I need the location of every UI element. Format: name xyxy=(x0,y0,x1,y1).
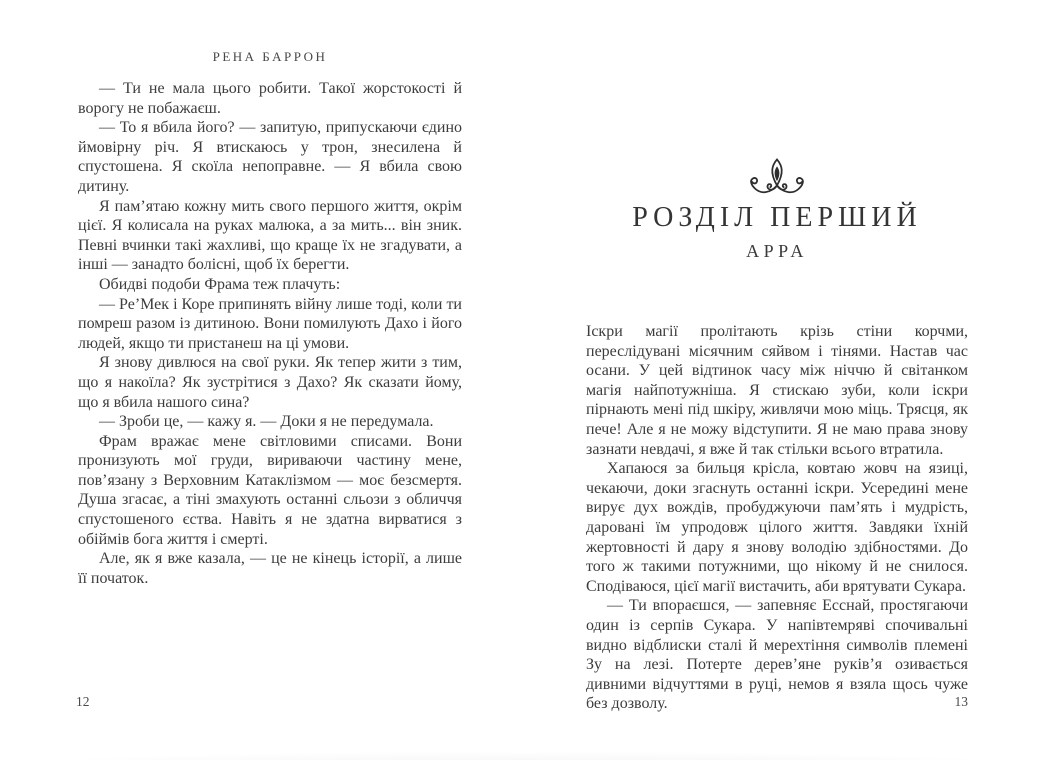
right-page-number: 13 xyxy=(954,694,968,709)
left-page-number: 12 xyxy=(76,694,90,709)
running-header: РЕНА БАРРОН xyxy=(212,49,328,64)
left-page-text xyxy=(78,79,462,588)
paragraph: Але, як я вже казала, — це не кінець історії, а лише її початок. xyxy=(78,550,462,587)
chapter-subtitle: АРРА xyxy=(746,241,808,261)
paragraph: Обидві подоби Фрама теж плачуть: xyxy=(99,275,341,293)
chapter-title: РОЗДІЛ ПЕРШИЙ xyxy=(632,202,922,233)
paragraph: — Зроби це, — кажу я. — Доки я не передумала. xyxy=(99,413,434,431)
page-edge-shadow xyxy=(0,744,1050,760)
paragraph: — Ре’Мек і Коре припинять війну лише тоді, коли ти помреш разом із дитиною. Вони помилують Дахо і його людей, якщо ти пристанеш на ці умови. xyxy=(78,295,462,352)
paragraph: — Ти не мала цього робити. Такої жорстокості й ворогу не побажаєш. xyxy=(78,80,462,117)
paragraph: — То я вбила його? — запитую, припускаючи єдино ймовірну річ. Я втискаюсь у трон, знесилена й спустошена. Я скоїла непоправне. — Я вбила свою дитину. xyxy=(78,119,462,195)
paragraph: Я пам’ятаю кожну мить свого першого життя, окрім цієї. Я колисала на руках малюка, а за мить... він зник. Певні вчинки такі жахливі, що краще їх не згадувати, а інші — занадто болісні, щоб їх берегти. xyxy=(78,197,462,274)
paragraph: Фрам вражає мене світловими списами. Вони пронизують мої груди, вириваючи частину мене, пов’язану з Верховним Катаклізмом — моє безсмертя. Душа згасає, а тіні змахують останні сльози з обличчя спустошеного єства. Навіть я не здатна вирватися з обіймів бога життя і смерті. xyxy=(78,432,462,548)
paragraph: Хапаюся за бильця крісла, ковтаю жовч на язиці, чекаючи, доки згаснуть останні іскри. Усередині мене вирує дух вождів, пробуджуючи пам’ять і мудрість, даровані їм упродовж цілого життя. Завдяки їхній жертовності й дару я знову володію здібностями. До того ж такими потужними, що нікому й не снилося. Сподіваюся, цієї магії вистачить, аби врятувати Сукара. xyxy=(586,460,968,595)
paragraph: — Ти впораєшся, — запевняє Есснай, простягаючи один із серпів Сукара. У напівтемряві спочивальні видно відблиски сталі й мерехтіння символів племені Зу на лезі. Потерте дерев’яне руків’я озивається дивними відчуттями в руці, немов я взяла щось чуже без дозволу. xyxy=(586,597,968,713)
chapter-ornament-icon xyxy=(738,156,816,200)
paragraph: Іскри магії пролітають крізь стіни корчми, переслідувані місячним сяйвом і тінями. Настав час осани. У цей відтинок часу між ніччю й світанком магія найпотужніша. Я стискаю зуби, коли іскри пірнають мені під шкіру, живлячи мою міць. Трясця, як пече! Але я не можу відступити. Я не маю права знову зазнати невдачі, я вже й так стільки всього втратила. xyxy=(586,323,968,458)
paragraph: Я знову дивлюся на свої руки. Як тепер жити з тим, що я накоїла? Як зустрітися з Дахо? Як сказати йому, що я вбила нашого сина? xyxy=(78,354,462,411)
right-page-text xyxy=(586,322,968,714)
